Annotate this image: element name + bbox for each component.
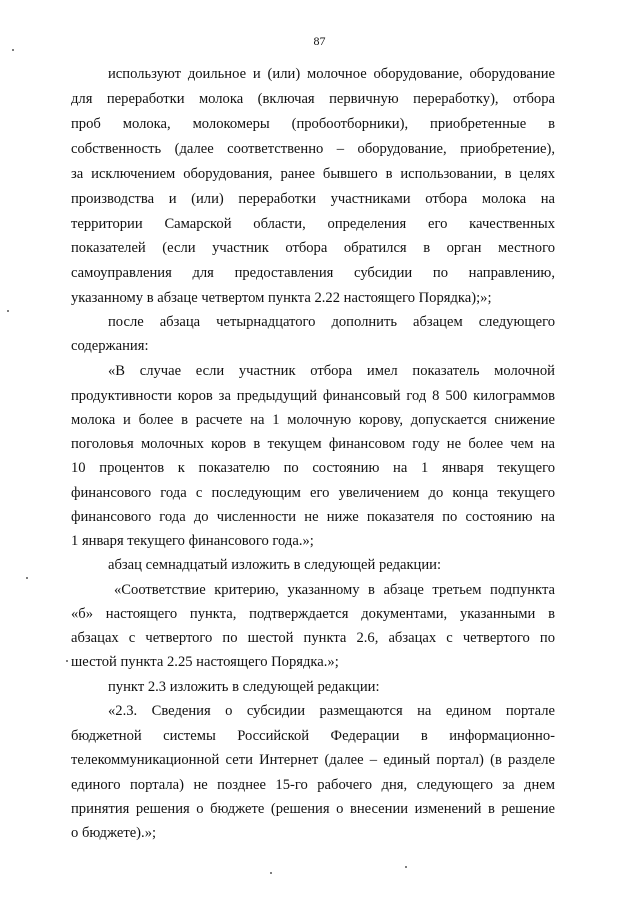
text-line: самоуправления для предоставления субсидии по направлению, <box>71 265 555 281</box>
text-line: используют доильное и (или) молочное оборудование, оборудование <box>108 66 555 82</box>
text-line: пункт 2.3 изложить в следующей редакции: <box>108 679 380 695</box>
text-line: о бюджете).»; <box>71 825 157 841</box>
text-line: указанному в абзаце четвертом пункта 2.22 настоящего Порядка);»; <box>71 290 492 306</box>
text-line: продуктивности коров за предыдущий финансовый год 8 500 килограммов <box>71 388 555 404</box>
text-line: содержания: <box>71 338 149 354</box>
text-line: производства и (или) переработки участниками отбора молока на <box>71 191 555 207</box>
text-line: молока и более в расчете на 1 молочную корову, допускается снижение <box>71 412 555 428</box>
scan-speck <box>66 660 68 662</box>
text-line: 1 января текущего финансового года.»; <box>71 533 314 549</box>
text-line: показателей (если участник отбора обратился в орган местного <box>71 240 555 256</box>
scan-speck <box>26 577 28 579</box>
text-line: собственность (далее соответственно – оборудование, приобретение), <box>71 141 555 157</box>
text-line: после абзаца четырнадцатого дополнить абзацем следующего <box>108 314 555 330</box>
text-line: за исключением оборудования, ранее бывшего в использовании, в целях <box>71 166 555 182</box>
text-line: «В случае если участник отбора имел показатель молочной <box>108 363 555 379</box>
page-number: 87 <box>313 34 326 48</box>
text-line: для переработки молока (включая первичную переработку), отбора <box>71 91 555 107</box>
text-line: финансового года до численности не ниже показателя по состоянию на <box>71 509 555 525</box>
text-line: территории Самарской области, определения его качественных <box>71 216 555 232</box>
scan-speck <box>7 310 9 312</box>
text-line: абзац семнадцатый изложить в следующей редакции: <box>108 557 442 573</box>
text-line: 10 процентов к показателю по состоянию на 1 января текущего <box>71 460 555 476</box>
scan-speck <box>405 866 407 868</box>
text-line: «б» настоящего пункта, подтверждается документами, указанными в <box>71 606 555 622</box>
text-line: телекоммуникационной сети Интернет (далее – единый портал) (в разделе <box>71 752 555 768</box>
text-line: «2.3. Сведения о субсидии размещаются на едином портале <box>108 703 555 719</box>
text-line: шестой пункта 2.25 настоящего Порядка.»; <box>71 654 339 670</box>
scan-speck <box>270 872 272 874</box>
text-line: абзацах с четвертого по шестой пункта 2.6, абзацах с четвертого по <box>71 630 555 646</box>
text-line: принятия решения о бюджете (решения о внесении изменений в решение <box>71 801 555 817</box>
scan-speck <box>12 49 14 51</box>
text-line: «Соответствие критерию, указанному в абзаце третьем подпункта <box>114 582 555 598</box>
text-line: финансового года с последующим его увеличением до конца текущего <box>71 485 555 501</box>
text-line: бюджетной системы Российской Федерации в информационно- <box>71 728 555 744</box>
text-line: единого портала) не позднее 15-го рабочего дня, следующего за днем <box>71 777 555 793</box>
text-line: проб молока, молокомеры (пробоотборники), приобретенные в <box>71 116 555 132</box>
text-line: поголовья молочных коров в текущем финансовом году не более чем на <box>71 436 555 452</box>
